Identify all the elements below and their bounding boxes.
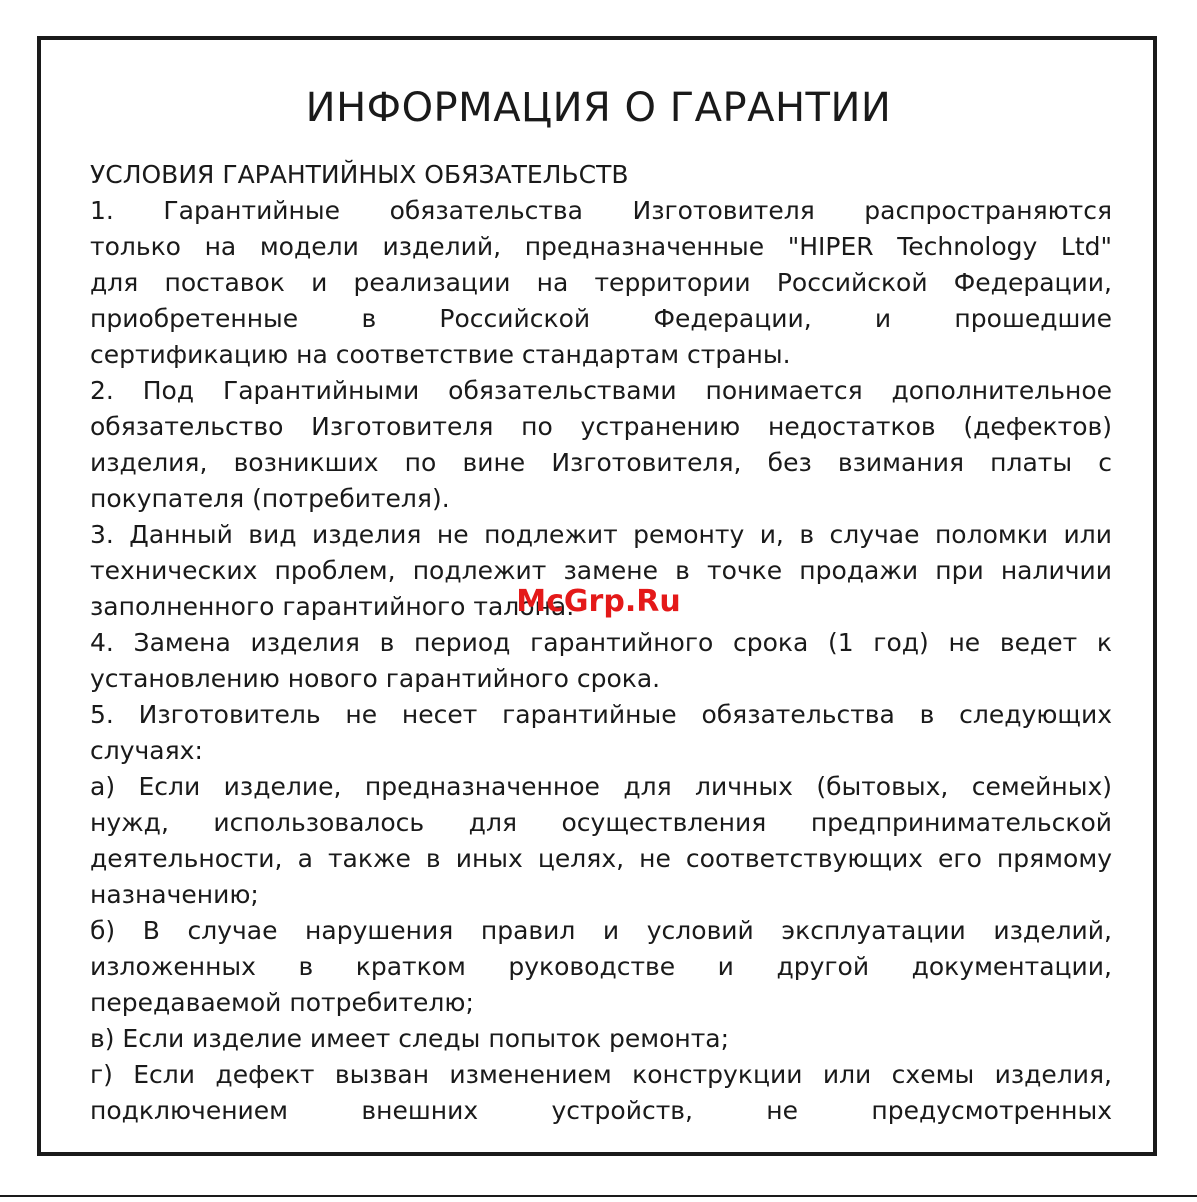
text-line: приобретенные в Российской Федерации, и прошедшие: [90, 304, 1112, 333]
text-line: 4. Замена изделия в период гарантийного срока (1 год) не ведет к: [90, 628, 1112, 657]
text-line: изделия, возникших по вине Изготовителя, без взимания платы с: [90, 448, 1112, 477]
warranty-text-body: [90, 157, 1112, 1129]
bottom-divider: [0, 1195, 1197, 1197]
text-line: назначению;: [90, 880, 259, 909]
text-line: 1. Гарантийные обязательства Изготовителя распространяются: [90, 196, 1112, 225]
text-line: только на модели изделий, предназначенные "HIPER Technology Ltd": [90, 232, 1112, 261]
watermark: McGrp.Ru: [516, 584, 681, 619]
text-line: подключением внешних устройств, не предусмотренных: [90, 1096, 1112, 1125]
text-line: г) Если дефект вызван изменением конструкции или схемы изделия,: [90, 1060, 1112, 1089]
text-line: а) Если изделие, предназначенное для личных (бытовых, семейных): [90, 772, 1112, 801]
text-line: установлению нового гарантийного срока.: [90, 664, 661, 693]
text-line: передаваемой потребителю;: [90, 988, 474, 1017]
text-line: нужд, использовалось для осуществления предпринимательской: [90, 808, 1112, 837]
text-line: УСЛОВИЯ ГАРАНТИЙНЫХ ОБЯЗАТЕЛЬСТВ: [90, 160, 629, 189]
text-line: 5. Изготовитель не несет гарантийные обязательства в следующих: [90, 700, 1112, 729]
text-line: 2. Под Гарантийными обязательствами понимается дополнительное: [90, 376, 1112, 405]
text-line: покупателя (потребителя).: [90, 484, 450, 513]
text-line: заполненного гарантийного талона.: [90, 592, 575, 621]
text-line: изложенных в кратком руководстве и другой документации,: [90, 952, 1112, 981]
text-line: б) В случае нарушения правил и условий эксплуатации изделий,: [90, 916, 1112, 945]
page-title: ИНФОРМАЦИЯ О ГАРАНТИИ: [305, 85, 892, 131]
text-line: деятельности, а также в иных целях, не соответствующих его прямому: [90, 844, 1112, 873]
text-line: обязательство Изготовителя по устранению недостатков (дефектов): [90, 412, 1112, 441]
text-line: для поставок и реализации на территории Российской Федерации,: [90, 268, 1112, 297]
text-line: 3. Данный вид изделия не подлежит ремонту и, в случае поломки или: [90, 520, 1112, 549]
text-line: сертификацию на соответствие стандартам страны.: [90, 340, 791, 369]
text-line: случаях:: [90, 736, 203, 765]
text-line: технических проблем, подлежит замене в точке продажи при наличии: [90, 556, 1112, 585]
text-line: в) Если изделие имеет следы попыток ремонта;: [90, 1024, 730, 1053]
